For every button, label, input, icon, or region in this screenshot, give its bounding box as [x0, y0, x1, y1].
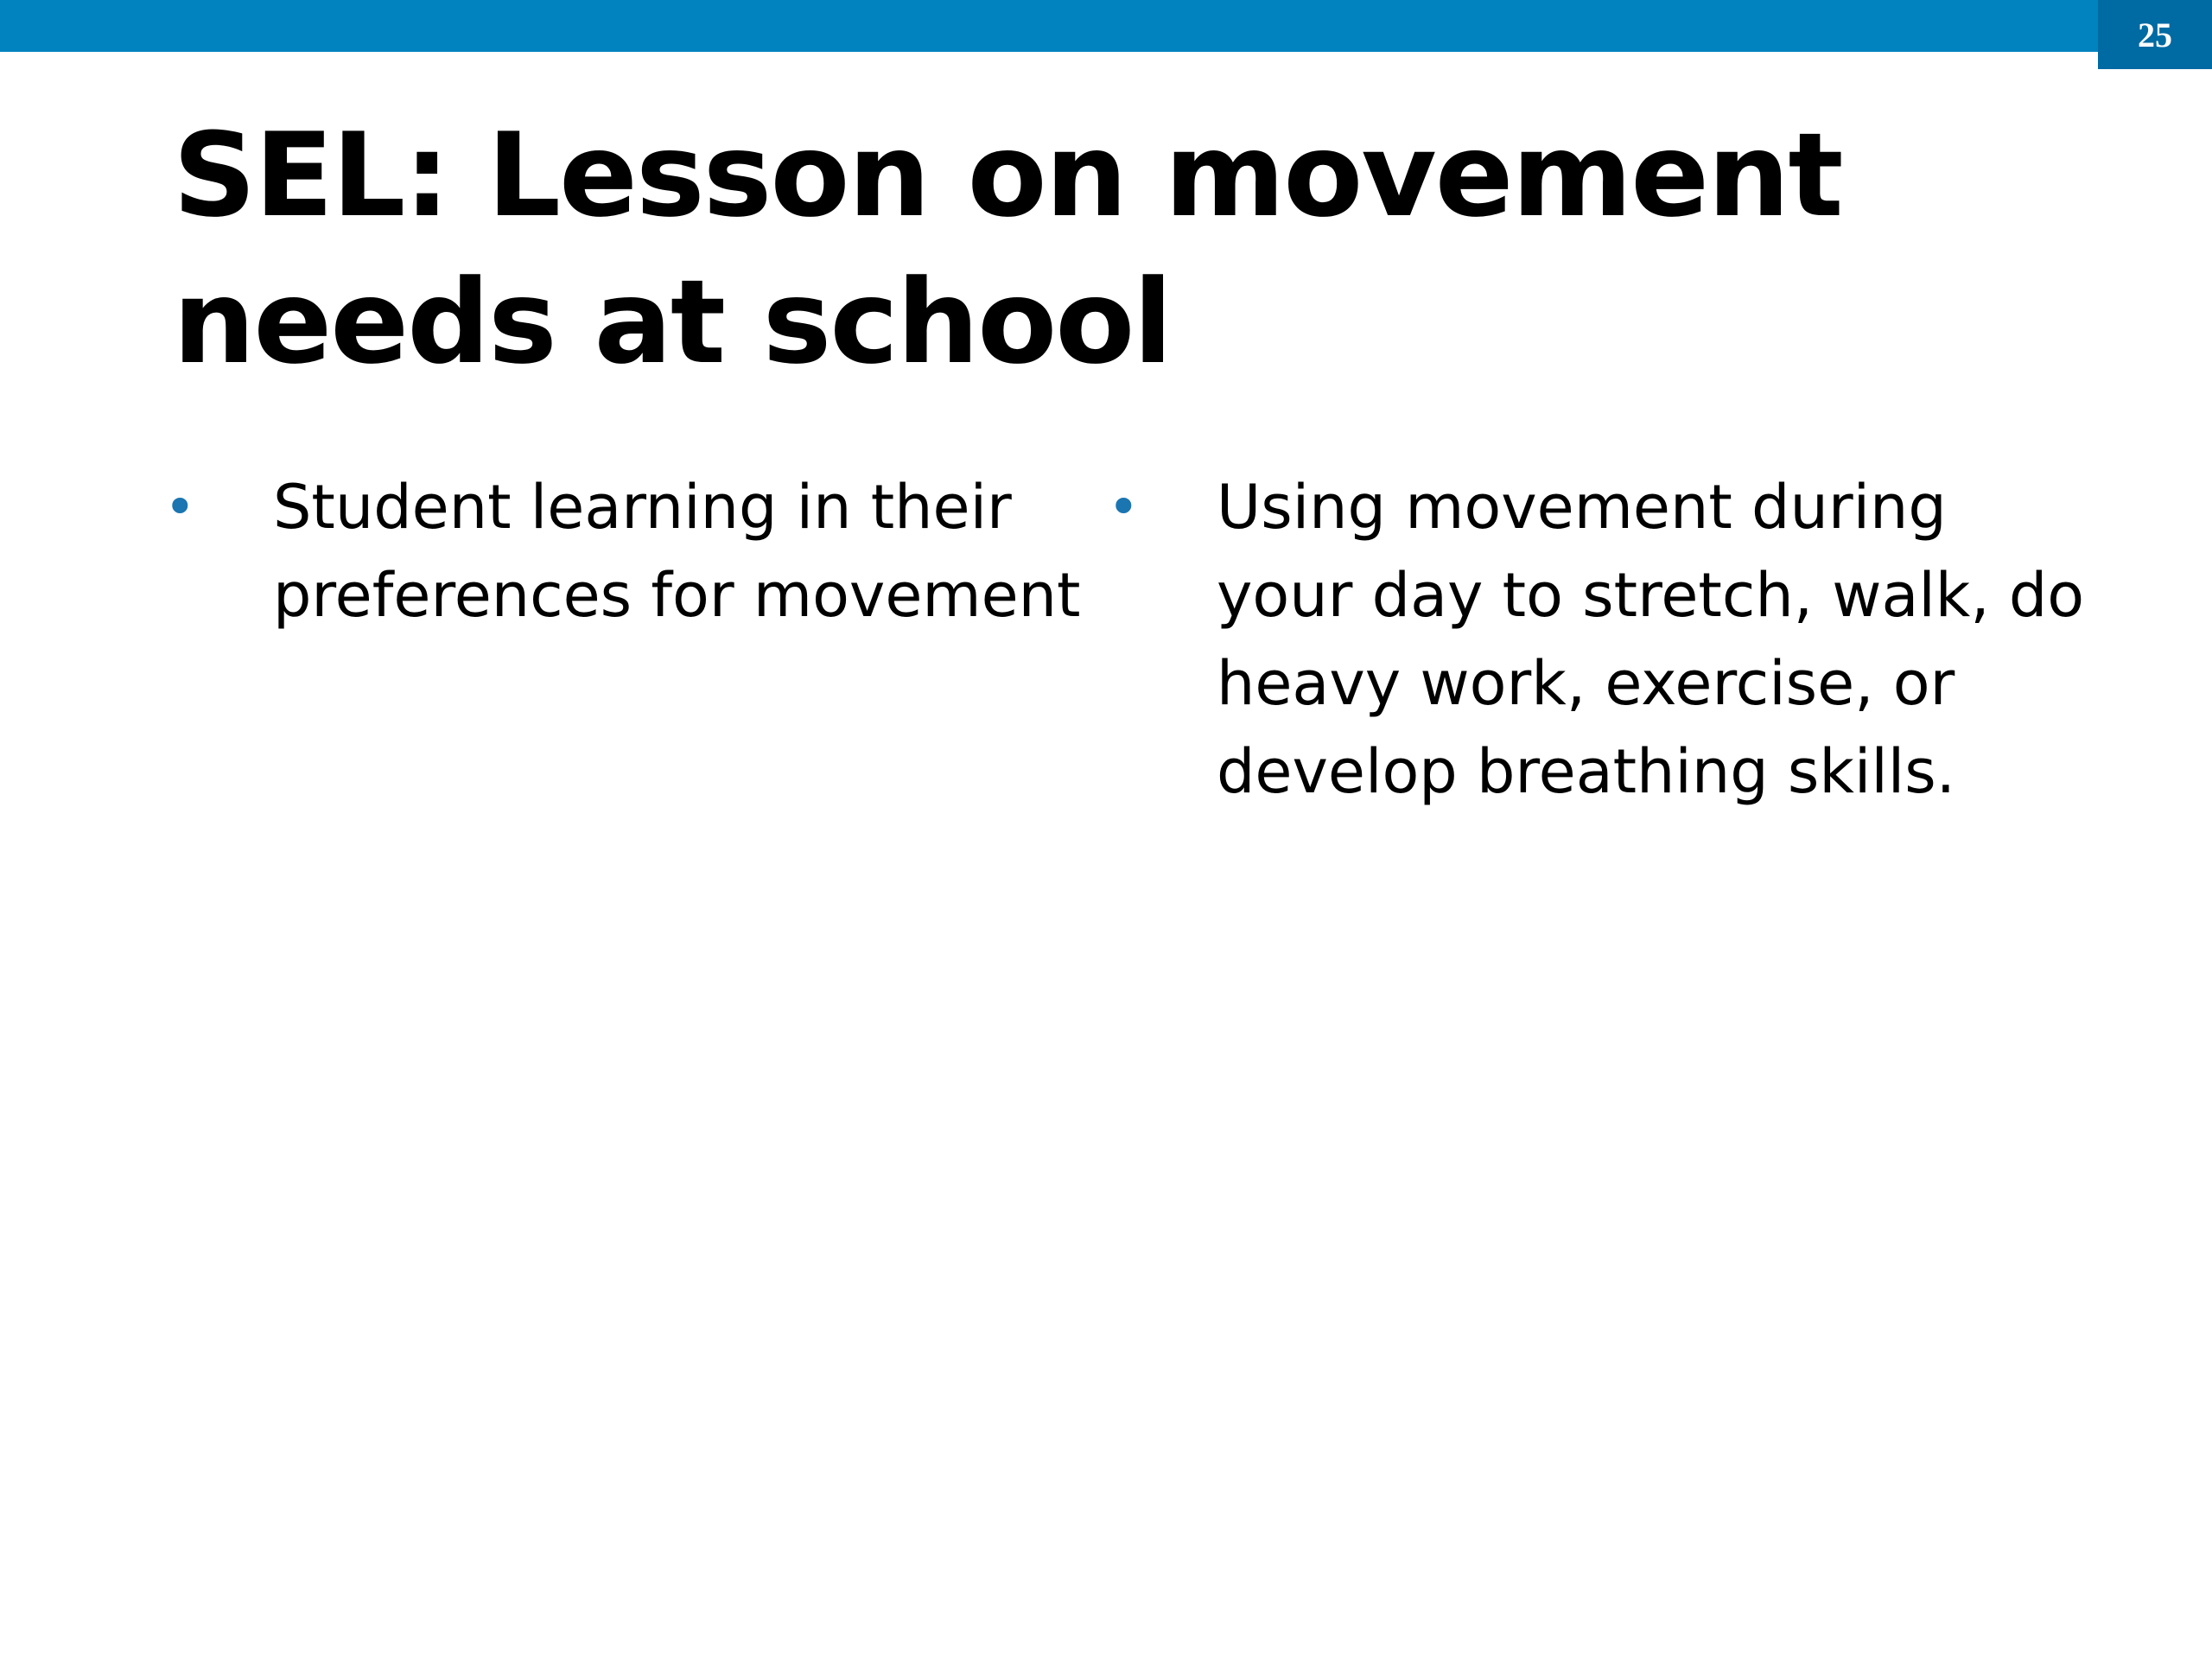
bullet-item-student-learning: [161, 463, 1103, 639]
bullet-text: Student learning in their preferences for movement: [273, 472, 1081, 631]
bullet-icon: •: [1108, 475, 1140, 538]
header-accent-bar: [0, 0, 2212, 52]
left-column: [161, 463, 1103, 639]
bullet-item-using-movement: [1104, 463, 2089, 816]
right-column: [1104, 463, 2089, 816]
page-number: 25: [2138, 15, 2172, 54]
bullet-icon: •: [164, 475, 196, 538]
page-number-box: [2098, 0, 2212, 69]
bullet-text: Using movement during your day to stretch, walk, do heavy work, exercise, or develop breathing skills.: [1217, 472, 2085, 807]
slide-title: SEL: Lesson on movement needs at school: [173, 108, 1842, 390]
